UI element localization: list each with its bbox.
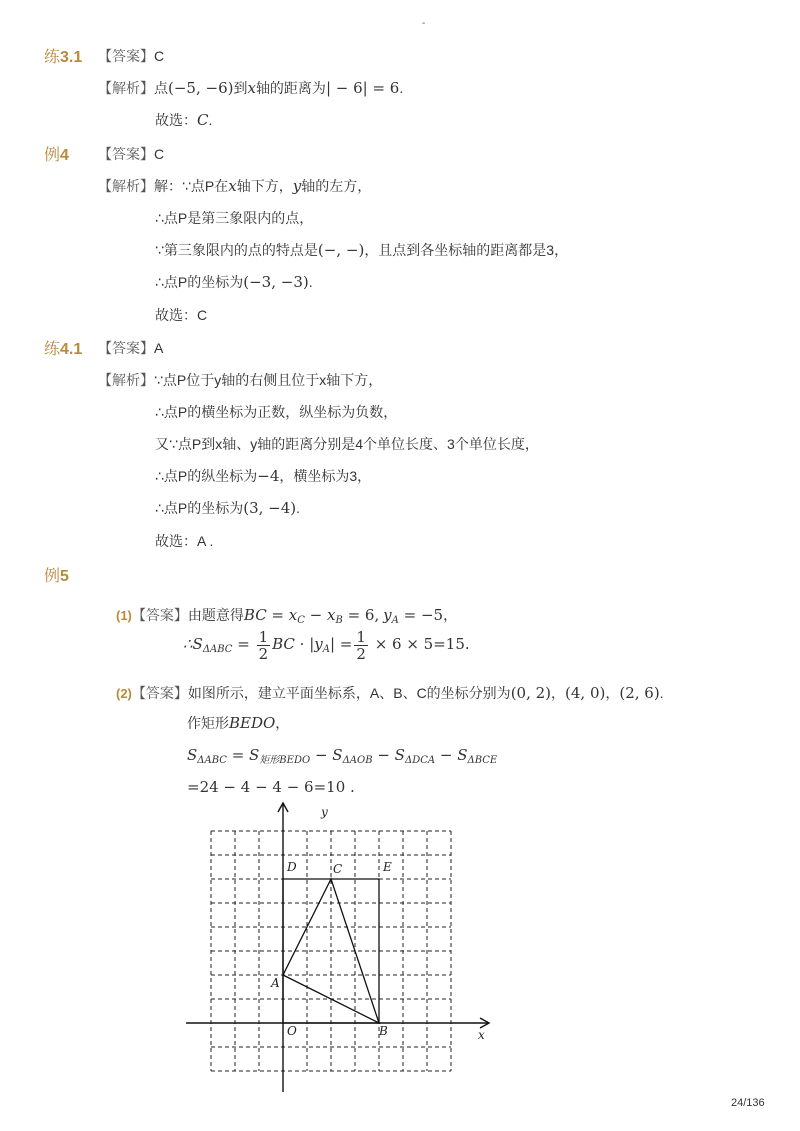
figure-labels	[270, 805, 485, 1042]
answer-tag: 【答案】C	[98, 48, 165, 64]
part-2-line-3: $S_{\Delta ABC} = S_{矩形BEDO} - S_{\Delta AOB} - S_{\Delta DCA} - S_{\Delta BCE}$	[187, 746, 498, 766]
analysis-line: ∵第三象限内的点的特点是(−, −)，且点到各坐标轴的距离都是3，	[155, 241, 569, 259]
part-2-line-4: =24 − 4 − 4 − 6=10 .	[187, 778, 355, 796]
y-axis-label: y	[321, 805, 328, 819]
analysis-line: 【解析】∵点P位于y轴的右侧且位于x轴下方，	[98, 372, 383, 388]
coordinate-figure	[180, 800, 500, 1100]
part-2-line-2: 作矩形BEDO，	[187, 714, 290, 732]
example-label-4: 例4	[44, 147, 69, 164]
choice-line: 故选：A .	[155, 533, 214, 549]
example-label-5: 例5	[44, 568, 69, 585]
analysis-line: ∴点P的纵坐标为−4，横坐标为3，	[155, 467, 372, 485]
point-label-b: B	[379, 1024, 388, 1038]
point-label-e: E	[383, 860, 392, 874]
choice-line: 故选：C	[155, 307, 208, 323]
analysis-line: ∴点P的坐标为(3, −4).	[155, 499, 301, 517]
axes	[186, 803, 489, 1092]
choice-line: 故选：C.	[155, 111, 213, 129]
point-label-d: D	[287, 860, 297, 874]
analysis-line: 又∵点P到x轴、y轴的距离分别是4个单位长度、3个单位长度，	[155, 436, 539, 452]
part-1-line-2: $\therefore S_{\Delta ABC}$ = $\frac{1}{2}$ BC · $|y_A|$ = $\frac{1}{2}$ × 6 × 5=15.	[183, 628, 470, 663]
x-axis-label: x	[478, 1028, 485, 1042]
part-2-line-1: (2)【答案】如图所示，建立平面坐标系，A、B、C的坐标分别为(0, 2)，(4, 0)，(2, 6).	[116, 684, 664, 702]
dashed-grid	[211, 831, 451, 1071]
analysis-line: 【解析】解：∵点P在x轴下方，y轴的左方，	[98, 177, 372, 195]
fraction: $\frac{1}{2}$	[356, 628, 366, 663]
analysis-line: ∴点P是第三象限内的点，	[155, 210, 314, 226]
analysis-line: ∴点P的坐标为(−3, −3).	[155, 273, 313, 291]
fraction: $\frac{1}{2}$	[258, 628, 269, 663]
answer-tag: 【答案】C	[98, 146, 165, 162]
point-label-c: C	[333, 862, 343, 876]
analysis-line: 【解析】点(−5, −6)到x轴的距离为| − 6| = 6.	[98, 79, 404, 97]
exercise-label-4-1: 练4.1	[44, 341, 83, 358]
point-label-o: O	[287, 1024, 297, 1038]
part-1-line-1: (1)【答案】由题意得BC = $x_C - x_B = 6$, $y_A = -5$，	[116, 606, 458, 626]
page-number: 24/136	[731, 1097, 765, 1109]
exercise-label-3-1: 练3.1	[44, 49, 83, 66]
header-mark: -	[422, 18, 426, 29]
answer-tag: 【答案】A	[98, 340, 164, 356]
point-label-a: A	[271, 976, 280, 990]
analysis-line: ∴点P的横坐标为正数，纵坐标为负数，	[155, 404, 398, 420]
